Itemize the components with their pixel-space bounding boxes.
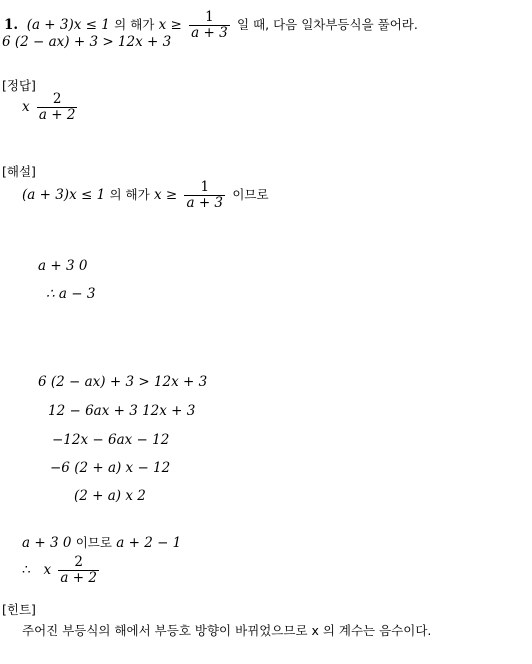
hint-heading: [힌트] (2, 602, 36, 617)
answer-fraction-den: a + 2 (38, 107, 76, 123)
problem-tail: 일 때, 다음 일차부등식을 풀어라. (237, 17, 418, 32)
conclusion-text: 이므로 (75, 535, 112, 550)
conclusion-math-2: a + 2 − 1 (116, 535, 182, 551)
problem-fraction-den: a + 3 (191, 25, 228, 41)
problem-particle: 의 해가 (114, 17, 155, 32)
explanation-suffix: 이므로 (232, 187, 269, 202)
explanation-heading: [해설] (2, 164, 36, 179)
step-5: −12x − 6ax − 12 (52, 432, 170, 448)
problem-condition: (a + 3)x ≤ 1 (26, 17, 110, 33)
explanation-particle: 의 해가 (109, 187, 150, 202)
problem-number: 1. (4, 17, 19, 33)
final-var: x (43, 562, 52, 578)
answer-var: x (22, 99, 30, 115)
answer-line (22, 92, 80, 123)
final-fraction-num: 2 (58, 555, 99, 571)
step-1: a + 3 0 (38, 258, 88, 274)
explanation-fraction-den: a + 3 (186, 195, 224, 211)
explanation-line-1 (22, 180, 269, 211)
explanation-solution-lhs: x ≥ (153, 187, 178, 203)
final-fraction (58, 555, 99, 586)
step-4: 12 − 6ax + 3 12x + 3 (48, 403, 196, 419)
step-7: (2 + a) x 2 (74, 488, 146, 504)
final-fraction-den: a + 2 (60, 570, 97, 586)
final-line (22, 555, 102, 586)
answer-heading: [정답] (2, 78, 36, 93)
explanation-fraction-num: 1 (184, 180, 225, 196)
explanation-condition: (a + 3)x ≤ 1 (22, 187, 106, 203)
problem-solution-lhs: x ≥ (158, 17, 182, 33)
step-6: −6 (2 + a) x − 12 (50, 460, 171, 476)
conclusion-line (22, 535, 181, 551)
conclusion-math-1: a + 3 0 (22, 535, 72, 551)
step-2: ∴ a − 3 (46, 286, 96, 302)
explanation-fraction (184, 180, 225, 211)
problem-fraction (189, 10, 230, 41)
answer-fraction (37, 92, 78, 123)
problem-fraction-num: 1 (189, 10, 230, 26)
step-3: 6 (2 − ax) + 3 > 12x + 3 (38, 374, 208, 390)
therefore-symbol: ∴ (22, 562, 31, 578)
hint-text: 주어진 부등식의 해에서 부등호 방향이 바뀌었으므로 x 의 계수는 음수이다. (22, 623, 432, 638)
answer-fraction-num: 2 (37, 92, 78, 108)
problem-inequality: 6 (2 − ax) + 3 > 12x + 3 (2, 34, 172, 50)
